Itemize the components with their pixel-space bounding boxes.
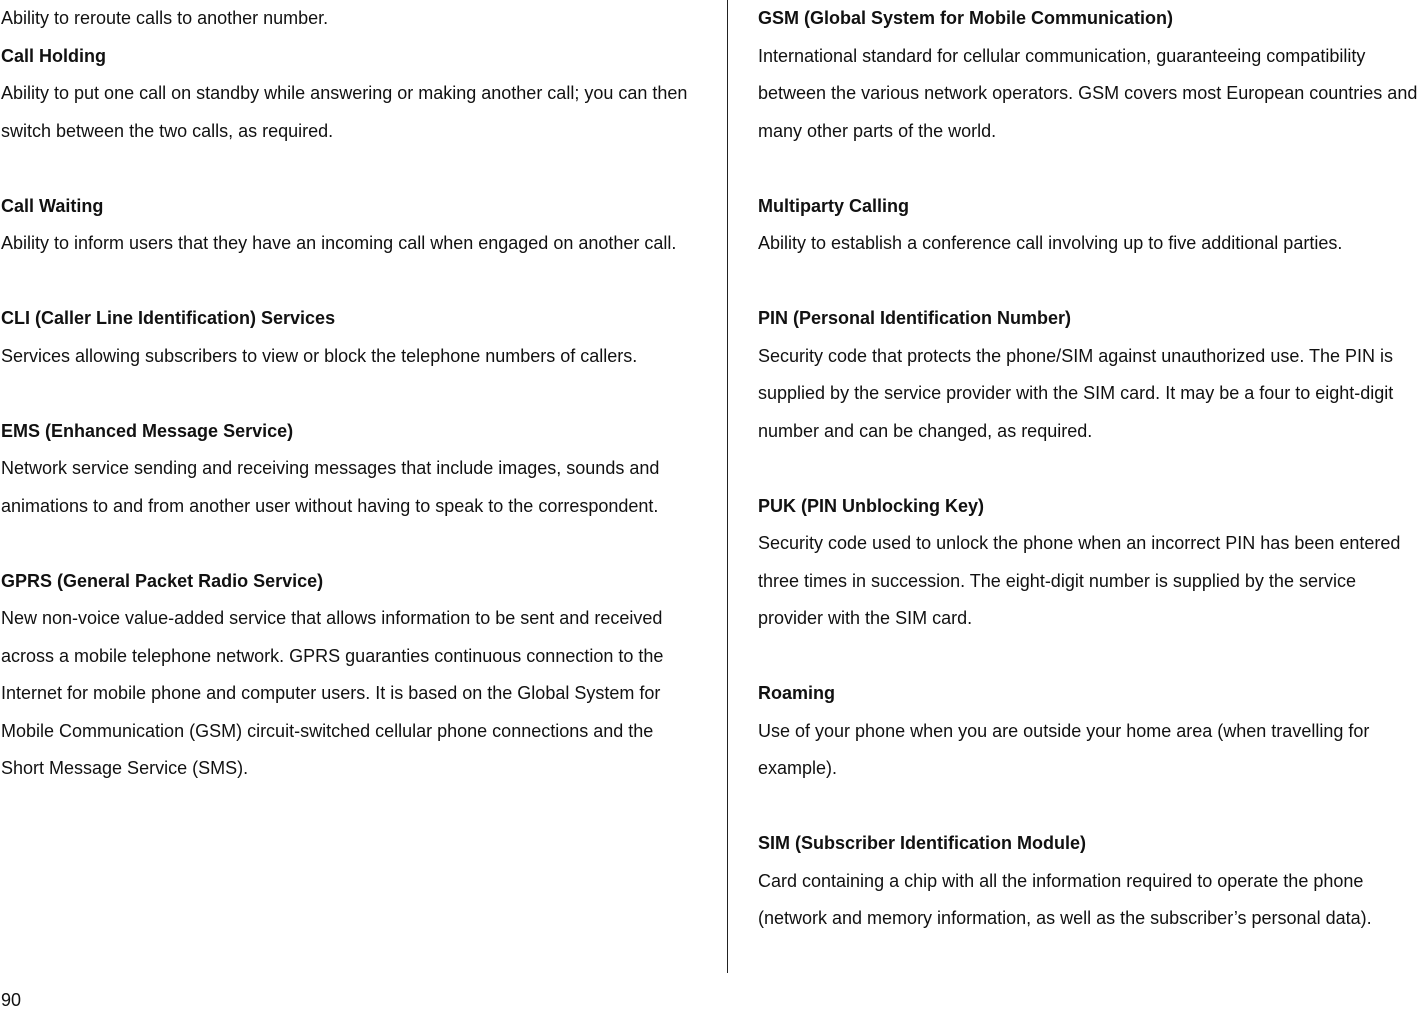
- glossary-entry-cli: [1, 300, 691, 375]
- page-number: 90: [1, 990, 22, 1010]
- glossary-entry-ems: [1, 413, 691, 526]
- entry-term: GSM (Global System for Mobile Communication): [758, 8, 1174, 28]
- column-divider: [727, 0, 728, 973]
- glossary-entry-gsm: [758, 0, 1417, 150]
- entry-definition: New non-voice value-added service that allows information to be sent and received across a mobile telephone network. GPRS guaranties continuous connection to the Internet for mobile phone and computer users. It is based on the Global System for Mobile Communication (GSM) circuit-switched cellular phone connections and the Short Message Service (SMS).: [1, 608, 664, 778]
- entry-definition: Card containing a chip with all the information required to operate the phone (network and memory information, as well as the subscriber’s personal data).: [758, 870, 1372, 928]
- entry-term: Call Holding: [1, 45, 106, 66]
- entry-definition: Network service sending and receiving messages that include images, sounds and animations to and from another user without having to speak to the correspondent.: [1, 458, 660, 516]
- entry-term: Roaming: [758, 683, 836, 703]
- entry-term: CLI (Caller Line Identification) Services: [1, 308, 336, 328]
- glossary-entry-call-waiting: [1, 188, 691, 263]
- entry-definition: Use of your phone when you are outside your home area (when travelling for example).: [758, 720, 1370, 778]
- right-column: [758, 0, 1417, 975]
- entry-definition: Security code used to unlock the phone when an incorrect PIN has been entered three times in succession. The eight-digit number is supplied by the service provider with the SIM card.: [758, 533, 1401, 628]
- entry-term: Multiparty Calling: [758, 195, 910, 216]
- glossary-entry-multiparty-calling: [758, 188, 1417, 263]
- left-column: [1, 0, 691, 825]
- glossary-entry-pin: [758, 300, 1417, 450]
- entry-term: GPRS (General Packet Radio Service): [1, 570, 324, 591]
- entry-term: EMS (Enhanced Message Service): [1, 420, 294, 441]
- entry-definition: Ability to inform users that they have an incoming call when engaged on another call.: [1, 233, 677, 253]
- entry-term: SIM (Subscriber Identification Module): [758, 833, 1087, 853]
- entry-term: PIN (Personal Identification Number): [758, 308, 1072, 328]
- entry-term: Call Waiting: [1, 195, 104, 216]
- glossary-entry-call-holding: [1, 38, 691, 151]
- intro-text: Ability to reroute calls to another number.: [1, 8, 329, 28]
- glossary-entry-gprs: [1, 563, 691, 788]
- entry-definition: Ability to put one call on standby while answering or making another call; you can then switch between the two calls, as required.: [1, 83, 688, 141]
- entry-term: PUK (PIN Unblocking Key): [758, 495, 985, 516]
- glossary-entry-puk: [758, 488, 1417, 638]
- glossary-entry-sim: [758, 825, 1417, 938]
- entry-definition: International standard for cellular communication, guaranteeing compatibility between the various network operators. GSM covers most European countries and many other parts of the world.: [758, 45, 1417, 141]
- entry-definition: Services allowing subscribers to view or block the telephone numbers of callers.: [1, 345, 638, 366]
- glossary-entry-roaming: [758, 675, 1417, 788]
- entry-definition: Ability to establish a conference call involving up to five additional parties.: [758, 233, 1343, 253]
- entry-definition: Security code that protects the phone/SIM against unauthorized use. The PIN is supplied by the service provider with the SIM card. It may be a four to eight-digit number and can be changed, as required.: [758, 345, 1394, 441]
